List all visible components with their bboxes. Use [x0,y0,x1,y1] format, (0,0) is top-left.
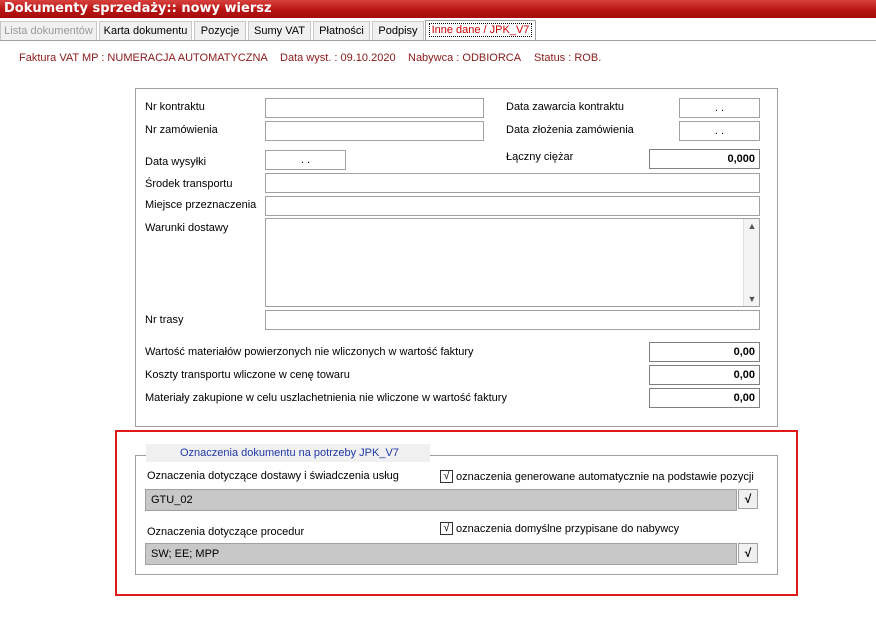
delivery-markings-field[interactable]: GTU_02 [145,489,737,511]
nr-zamowienia-label: Nr zamówienia [145,124,218,136]
data-wysylki-label: Data wysyłki [145,156,207,168]
tab-sumy-vat[interactable]: Sumy VAT [248,21,311,41]
default-markings-label: oznaczenia domyślne przypisane do nabywcy [456,523,680,535]
data-zawarcia-label: Data zawarcia kontraktu [506,101,624,113]
data-zlozenia-label: Data złożenia zamówienia [506,124,634,136]
data-zlozenia-input[interactable]: . . [679,121,760,141]
nr-zamowienia-input[interactable] [265,121,484,141]
tab-karta-dokumentu[interactable]: Karta dokumentu [99,21,192,41]
koszty-transportu-input[interactable]: 0,00 [649,365,760,385]
scroll-up-icon[interactable]: ▲ [747,221,757,231]
warunki-dostawy-value [266,219,759,223]
tab-pozycje[interactable]: Pozycje [194,21,246,41]
materialy-zakupione-label: Materiały zakupione w celu uszlachetnienia nie wliczone w wartość faktury [145,392,507,404]
delivery-markings-label: Oznaczenia dotyczące dostawy i świadczenia usług [147,470,399,482]
jpk-section-title: Oznaczenia dokumentu na potrzeby JPK_V7 [146,444,430,462]
wartosc-materialow-input[interactable]: 0,00 [649,342,760,362]
warunki-dostawy-textarea[interactable] [265,218,760,307]
tab-inne-dane-jpk-label: Inne dane / JPK_V7 [429,23,533,37]
miejsce-przeznaczenia-input[interactable] [265,196,760,216]
default-markings-checkbox[interactable]: √ [440,522,453,535]
wartosc-materialow-label: Wartość materiałów powierzonych nie wliczonych w wartość faktury [145,346,474,358]
procedures-markings-select-button[interactable]: √ [738,543,758,563]
materialy-zakupione-input[interactable]: 0,00 [649,388,760,408]
tab-podpisy[interactable]: Podpisy [372,21,424,41]
document-type: Faktura VAT MP : NUMERACJA AUTOMATYCZNA [19,52,268,64]
procedures-markings-label: Oznaczenia dotyczące procedur [147,526,305,538]
nr-kontraktu-input[interactable] [265,98,484,118]
tab-bar [0,20,876,41]
nr-trasy-input[interactable] [265,310,760,330]
tab-divider [0,40,876,41]
scroll-down-icon[interactable]: ▼ [747,294,757,304]
warunki-dostawy-scrollbar[interactable] [743,219,759,306]
buyer: Nabywca : ODBIORCA [408,52,522,64]
issue-date: Data wyst. : 09.10.2020 [280,52,396,64]
tab-lista-dokumentow[interactable]: Lista dokumentów [0,21,97,41]
nr-kontraktu-label: Nr kontraktu [145,101,205,113]
tab-platnosci[interactable]: Płatności [313,21,370,41]
auto-markings-label: oznaczenia generowane automatycznie na podstawie pozycji [456,471,754,483]
koszty-transportu-label: Koszty transportu wliczone w cenę towaru [145,369,350,381]
warunki-dostawy-label: Warunki dostawy [145,222,229,234]
laczny-ciezar-label: Łączny ciężar [506,151,574,163]
data-wysylki-input[interactable]: . . [265,150,346,170]
data-zawarcia-input[interactable]: . . [679,98,760,118]
srodek-transportu-input[interactable] [265,173,760,193]
nr-trasy-label: Nr trasy [145,314,184,326]
miejsce-przeznaczenia-label: Miejsce przeznaczenia [145,199,257,211]
status: Status : ROB. [534,52,602,64]
laczny-ciezar-input[interactable]: 0,000 [649,149,760,169]
tab-inne-dane-jpk[interactable] [425,20,536,41]
delivery-markings-select-button[interactable]: √ [738,489,758,509]
srodek-transportu-label: Środek transportu [145,178,233,190]
window-title: Dokumenty sprzedaży:: nowy wiersz [0,0,876,18]
procedures-markings-field[interactable]: SW; EE; MPP [145,543,737,565]
auto-markings-checkbox[interactable]: √ [440,470,453,483]
